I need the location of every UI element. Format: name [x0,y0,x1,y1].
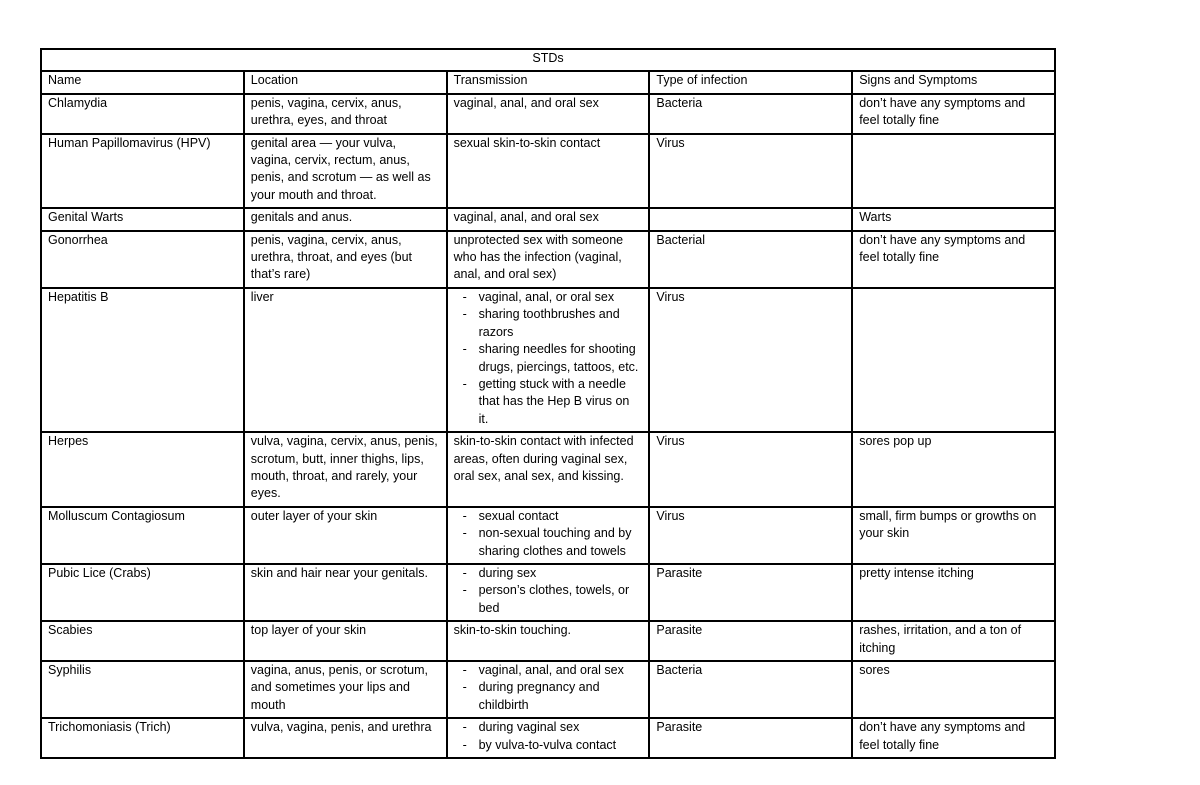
cell-signs: Warts [852,208,1055,230]
cell-transmission: skin-to-skin touching. [447,621,650,661]
column-header: Name [41,71,244,93]
transmission-list-item [454,719,643,736]
transmission-list-text: vaginal, anal, and oral sex [478,663,624,677]
cell-type: Bacterial [649,231,852,288]
cell-transmission: sexual skin-to-skin contact [447,134,650,209]
cell-transmission: skin-to-skin contact with infected areas, often during vaginal sex, oral sex, anal sex, and kissing. [447,432,650,507]
cell-transmission [447,564,650,621]
stds-table [40,48,1056,759]
cell-type: Virus [649,134,852,209]
cell-location: outer layer of your skin [244,507,447,564]
cell-name: Scabies [41,621,244,661]
transmission-list-item [454,679,643,714]
transmission-list-item [454,508,643,525]
transmission-list-text: by vulva-to-vulva contact [478,737,617,752]
cell-location: skin and hair near your genitals. [244,564,447,621]
cell-location: vulva, vagina, cervix, anus, penis, scrotum, butt, inner thighs, lips, mouth, throat, and rarely, your eyes. [244,432,447,507]
cell-signs [852,134,1055,209]
cell-name: Molluscum Contagiosum [41,507,244,564]
cell-signs: small, firm bumps or growths on your skin [852,507,1055,564]
cell-name: Pubic Lice (Crabs) [41,564,244,621]
table-row [41,134,1055,209]
transmission-list-text: sexual contact [478,508,559,523]
dash-bullet: - [462,376,467,391]
document-page [40,48,1056,759]
cell-location: vagina, anus, penis, or scrotum, and sometimes your lips and mouth [244,661,447,718]
dash-bullet: - [462,737,467,752]
transmission-list-text: vaginal, anal, or oral sex [478,289,615,304]
cell-signs: rashes, irritation, and a ton of itching [852,621,1055,661]
transmission-list-item [454,737,643,754]
dash-bullet: - [462,526,467,541]
table-row [41,661,1055,718]
table-row [41,718,1055,758]
cell-signs: sores [852,661,1055,718]
table-title-row [41,49,1055,71]
cell-name: Herpes [41,432,244,507]
cell-location: genitals and anus. [244,208,447,230]
cell-transmission [447,718,650,758]
transmission-list-item [454,565,643,582]
table-row [41,621,1055,661]
cell-type: Virus [649,432,852,507]
cell-location: liver [244,288,447,432]
transmission-list-item [454,376,643,428]
dash-bullet: - [462,508,467,523]
cell-name: Human Papillomavirus (HPV) [41,134,244,209]
cell-type [649,208,852,230]
cell-type: Bacteria [649,661,852,718]
cell-signs: don’t have any symptoms and feel totally fine [852,94,1055,134]
cell-type: Parasite [649,718,852,758]
cell-type: Bacteria [649,94,852,134]
dash-bullet: - [462,342,467,357]
transmission-list-item [454,662,643,679]
cell-location: penis, vagina, cervix, anus, urethra, eyes, and throat [244,94,447,134]
dash-bullet: - [462,663,467,677]
transmission-list-text: getting stuck with a needle that has the Hep B virus on it. [478,376,630,426]
cell-signs: sores pop up [852,432,1055,507]
transmission-list-item [454,525,643,560]
transmission-list-text: sharing toothbrushes and razors [478,307,620,339]
transmission-list-text: sharing needles for shooting drugs, piercings, tattoos, etc. [478,342,639,374]
cell-name: Chlamydia [41,94,244,134]
transmission-list-text: during sex [478,565,537,580]
cell-location: genital area — your vulva, vagina, cervix, rectum, anus, penis, and scrotum — as well as your mouth and throat. [244,134,447,209]
cell-signs: pretty intense itching [852,564,1055,621]
cell-transmission: unprotected sex with someone who has the infection (vaginal, anal, and oral sex) [447,231,650,288]
table-title: STDs [41,49,1055,71]
transmission-list-item [454,582,643,617]
cell-type: Virus [649,288,852,432]
cell-type: Virus [649,507,852,564]
cell-name: Syphilis [41,661,244,718]
cell-transmission: vaginal, anal, and oral sex [447,208,650,230]
cell-name: Trichomoniasis (Trich) [41,718,244,758]
dash-bullet: - [462,680,467,695]
cell-signs: don’t have any symptoms and feel totally fine [852,231,1055,288]
transmission-list-item [454,306,643,341]
transmission-list-text: person’s clothes, towels, or bed [478,583,630,615]
cell-name: Genital Warts [41,208,244,230]
table-row [41,564,1055,621]
table-row [41,94,1055,134]
cell-transmission [447,507,650,564]
column-header: Location [244,71,447,93]
cell-location: penis, vagina, cervix, anus, urethra, throat, and eyes (but that’s rare) [244,231,447,288]
dash-bullet: - [462,289,467,304]
table-row [41,231,1055,288]
transmission-list-text: during pregnancy and childbirth [478,680,600,712]
cell-transmission [447,288,650,432]
column-header: Signs and Symptoms [852,71,1055,93]
cell-signs [852,288,1055,432]
transmission-list-text: during vaginal sex [478,720,580,735]
cell-name: Gonorrhea [41,231,244,288]
table-row [41,288,1055,432]
transmission-list-item [454,289,643,306]
column-header: Type of infection [649,71,852,93]
cell-location: vulva, vagina, penis, and urethra [244,718,447,758]
cell-type: Parasite [649,621,852,661]
cell-transmission: vaginal, anal, and oral sex [447,94,650,134]
table-row [41,208,1055,230]
table-row [41,432,1055,507]
dash-bullet: - [462,565,467,580]
cell-signs: don’t have any symptoms and feel totally fine [852,718,1055,758]
dash-bullet: - [462,583,467,598]
column-header: Transmission [447,71,650,93]
table-header-row [41,71,1055,93]
transmission-list-item [454,341,643,376]
transmission-list-text: non-sexual touching and by sharing clothes and towels [478,526,632,558]
dash-bullet: - [462,307,467,322]
cell-type: Parasite [649,564,852,621]
cell-transmission [447,661,650,718]
dash-bullet: - [462,720,467,735]
table-row [41,507,1055,564]
cell-name: Hepatitis B [41,288,244,432]
cell-location: top layer of your skin [244,621,447,661]
